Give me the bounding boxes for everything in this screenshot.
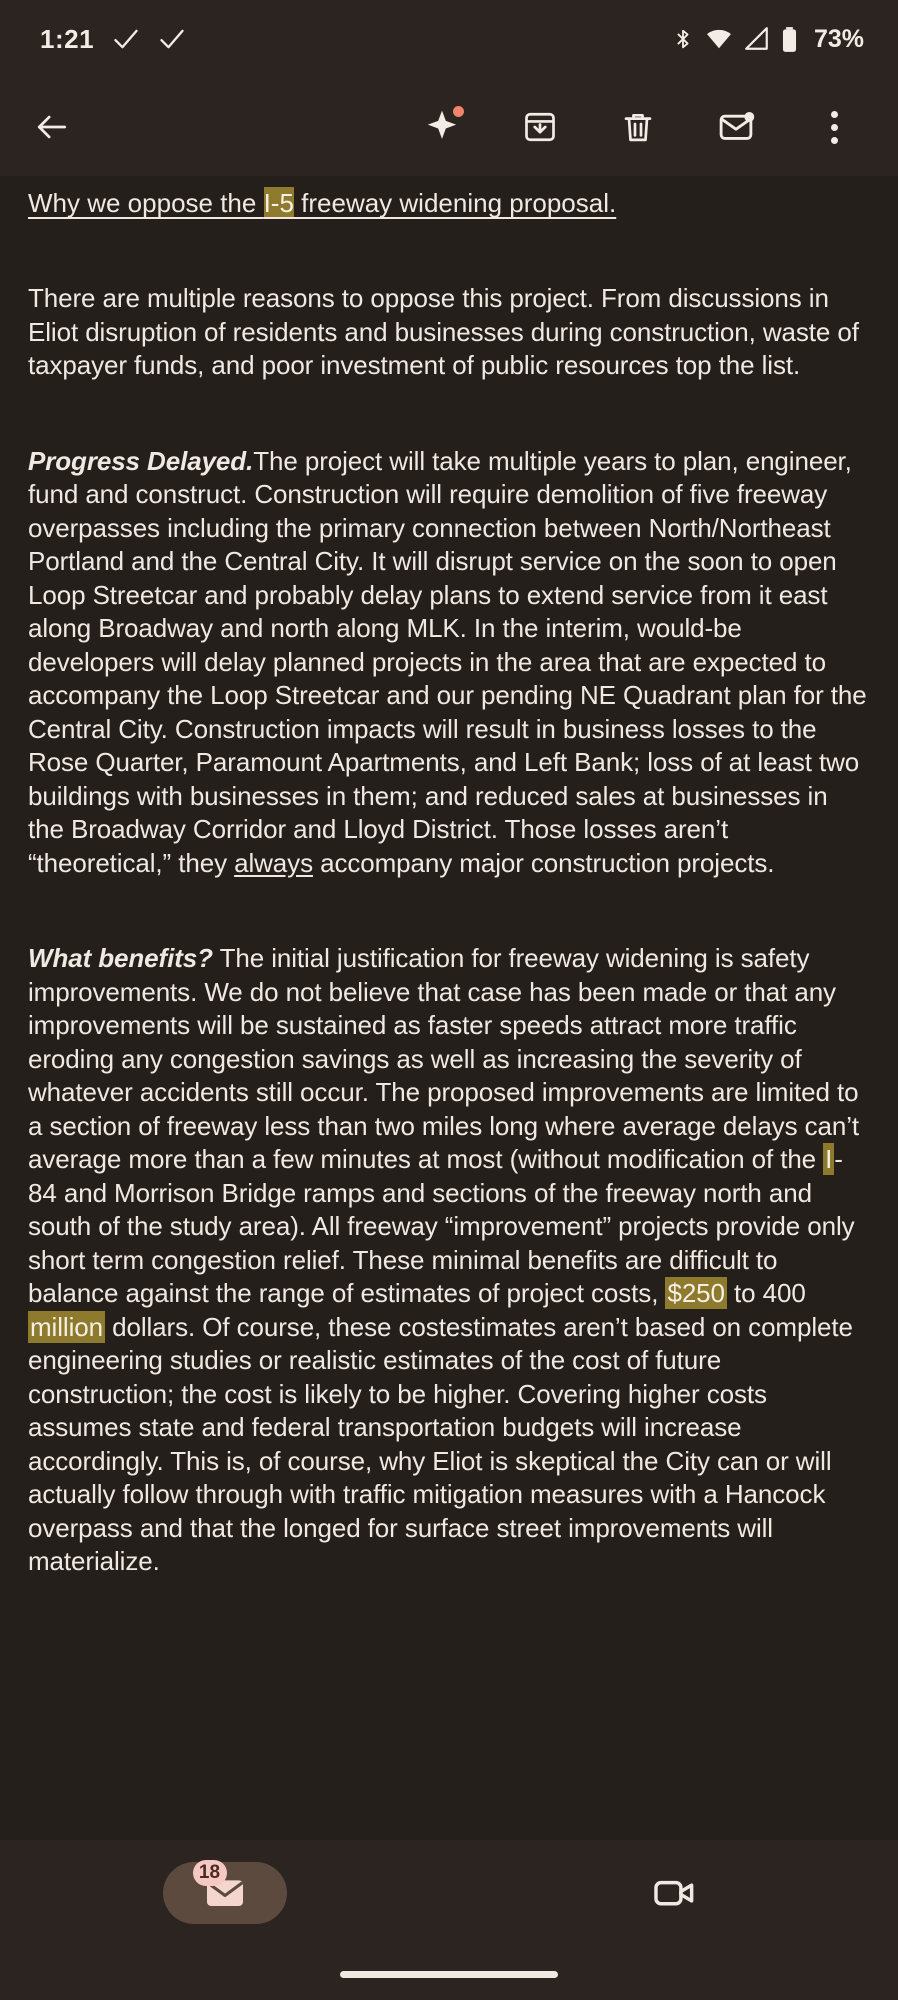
message-title-pre: Why we oppose the — [28, 188, 264, 218]
spacer — [28, 220, 870, 282]
status-clock: 1:21 — [40, 23, 95, 54]
app-bar-left — [26, 101, 78, 153]
paragraph-what-benefits-d: dollars. Of course, these costestimates aren’t based on complete engineering studies or realistic estimates of the cost of future construction; the cost is likely to be higher. Covering higher costs assumes state and federal transportation budgets will increase accordingly. This is, of course, why Eliot is skeptical the City can or will actually follow through with traffic mitigation measures with a Hancock overpass and that the longed for surface street improvements will materialize. — [28, 1311, 853, 1576]
spacer — [28, 383, 870, 445]
paragraph-progress-delayed-underline: always — [234, 847, 313, 878]
status-bar — [0, 0, 898, 78]
message-title-post: freeway widening proposal. — [293, 188, 617, 218]
highlight-million: million — [30, 1311, 103, 1342]
paragraph-lead-what-benefits: What benefits? — [28, 943, 213, 973]
message-title-highlight: I-5 — [263, 188, 294, 218]
wifi-icon — [705, 26, 733, 52]
cellular-signal-icon — [744, 26, 770, 52]
paragraph-progress-delayed-a: The project will take multiple years to plan, engineer, fund and construct. Construction will require demolition of five freeway overpasses including the primary connection between North/Northeast Portland and the Central City. It will disrupt service on the soon to open Loop Streetcar and probably delay plans to extend service from it east along Broadway and north along MLK. In the interim, would-be developers will delay planned projects in the area that are expected to accompany the Loop Streetcar and our pending NE Quadrant plan for the Central City. Construction impacts will result in business losses to the Rose Quarter, Paramount Apartments, and Left Bank; loss of at least two buildings with businesses in them; and reduced sales at businesses in the Broadway Corridor and Lloyd District. Those losses aren’t “theoretical,” they — [28, 445, 867, 878]
bottom-navigation-bar — [0, 1840, 898, 2000]
mail-unread-badge: 18 — [193, 1860, 227, 1886]
status-bar-left — [40, 24, 186, 55]
summarize-button[interactable] — [416, 101, 468, 153]
bluetooth-icon — [672, 26, 694, 52]
paragraph-progress-delayed — [28, 445, 870, 881]
paragraph-progress-delayed-b: accompany major construction projects. — [312, 847, 775, 878]
check-mark-icon — [158, 25, 186, 53]
highlight-cost-amount: $250 — [667, 1278, 725, 1308]
paragraph-lead-progress-delayed: Progress Delayed. — [28, 445, 254, 476]
paragraph-what-benefits-b: -84 and Morrison Bridge ramps and sections of the freeway north and south of the study area). All freeway “improvement” projects provide only short term congestion relief. These minimal benefits are difficult to balance against the range of estimates of project costs, — [28, 1144, 855, 1308]
app-bar — [0, 78, 898, 176]
trash-icon — [620, 109, 656, 145]
nav-item-mail[interactable] — [75, 1862, 375, 1924]
archive-icon — [522, 109, 558, 145]
back-arrow-icon — [33, 110, 71, 144]
status-bar-right — [672, 25, 864, 54]
delete-button[interactable] — [612, 101, 664, 153]
more-options-icon — [831, 111, 838, 144]
highlight-i84: I — [825, 1144, 833, 1174]
mark-unread-button[interactable] — [710, 101, 762, 153]
nav-item-meet[interactable] — [524, 1862, 824, 1924]
archive-button[interactable] — [514, 101, 566, 153]
message-body[interactable] — [0, 176, 898, 1840]
home-indicator — [340, 1971, 558, 1978]
paragraph-what-benefits-c: to 400 — [726, 1278, 806, 1308]
paragraph-what-benefits — [28, 942, 870, 1579]
message-title — [28, 186, 870, 220]
back-button[interactable] — [26, 101, 78, 153]
battery-percent: 73% — [813, 24, 864, 53]
paragraph-what-benefits-a: The initial justification for freeway widening is safety improvements. We do not believe that case has been made or that any improvements will be sustained as faster speeds attract more traffic eroding any congestion savings as well as increasing the severity of whatever accidents still occur. The proposed improvements are limited to a section of freeway less than two miles long where average delays can’t average more than a few minutes at most (without modification of the — [28, 943, 860, 1174]
video-call-icon — [651, 1870, 697, 1916]
battery-icon — [781, 26, 798, 53]
spacer — [28, 880, 870, 942]
app-bar-actions — [416, 101, 868, 153]
paragraph-intro: There are multiple reasons to oppose this project. From discussions in Eliot disruption of residents and businesses during construction, waste of taxpayer funds, and poor investment of public resources top the list. — [28, 283, 859, 380]
new-indicator-dot — [453, 106, 464, 117]
more-options-button[interactable] — [808, 101, 860, 153]
mail-unread-icon — [717, 108, 755, 146]
check-mark-icon — [112, 25, 140, 53]
